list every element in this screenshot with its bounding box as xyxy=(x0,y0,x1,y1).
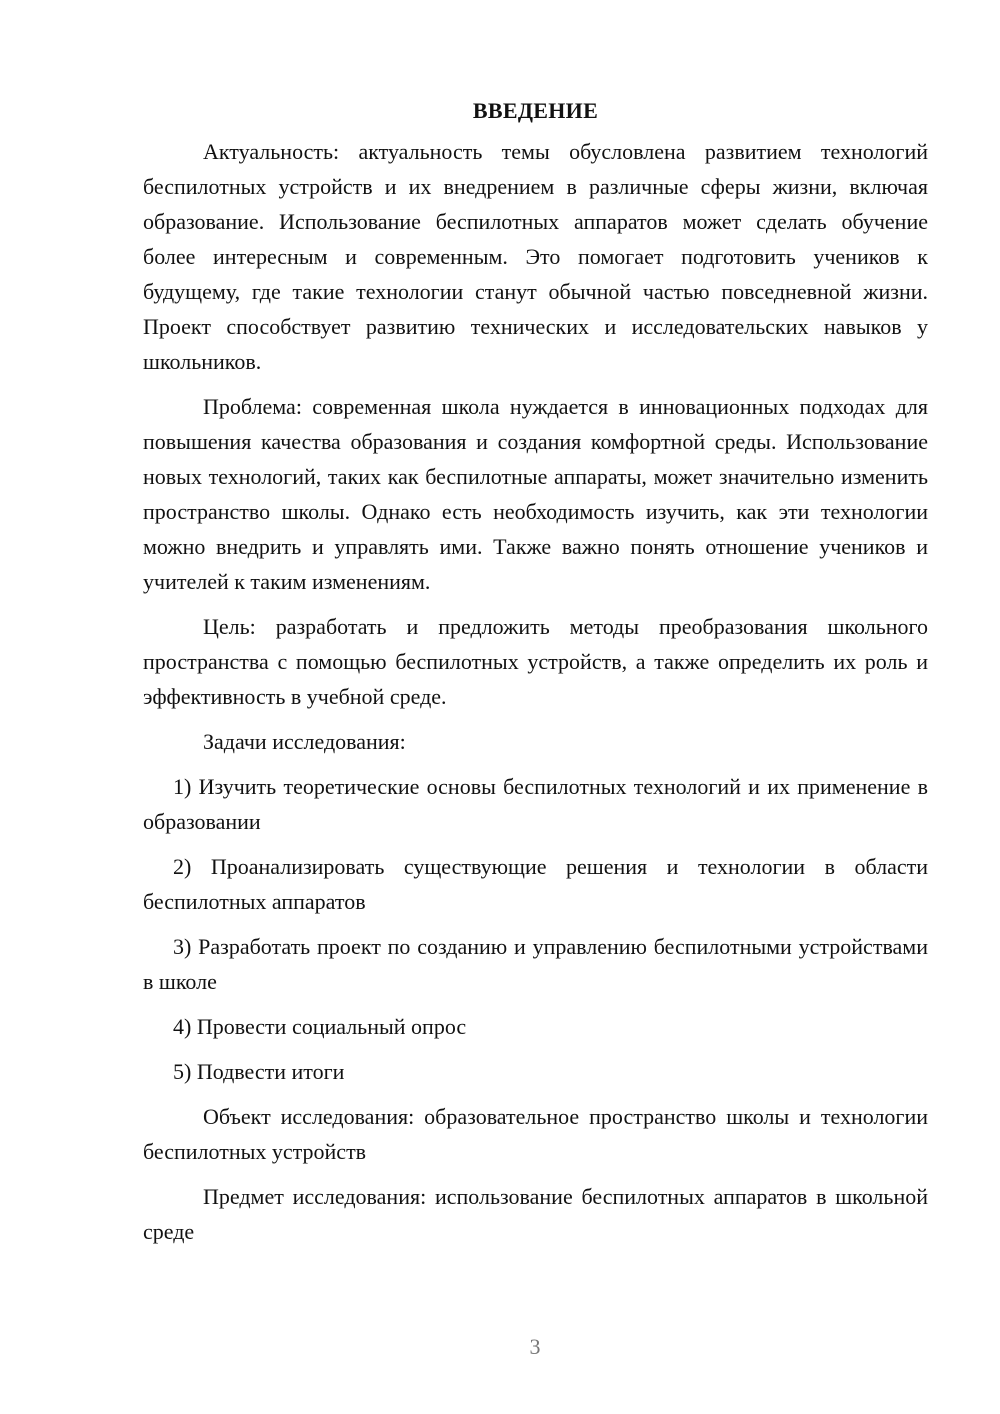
page-content xyxy=(143,96,928,1259)
subject-paragraph: Предмет исследования: использование беспилотных аппаратов в школьной среде xyxy=(143,1184,928,1244)
problem-paragraph: Проблема: современная школа нуждается в инновационных подходах для повышения качества образования и создания комфортной среды. Использование новых технологий, таких как беспилотные аппараты, может значительно изменить пространство школы. Однако есть необходимость изучить, как эти технологии можно внедрить и управлять ими. Также важно понять отношение учеников и учителей к таким изменениям. xyxy=(143,394,928,594)
task-item: 3) Разработать проект по созданию и управлению беспилотными устройствами в школе xyxy=(143,934,928,994)
relevance-paragraph: Актуальность: актуальность темы обусловлена развитием технологий беспилотных устройств и их внедрением в различные сферы жизни, включая образование. Использование беспилотных аппаратов может сделать обучение более интересным и современным. Это помогает подготовить учеников к будущему, где такие технологии станут обычной частью повседневной жизни. Проект способствует развитию технических и исследовательских навыков у школьников. xyxy=(143,139,928,374)
task-item: 1) Изучить теоретические основы беспилотных технологий и их применение в образовании xyxy=(143,774,928,834)
task-item: 2) Проанализировать существующие решения и технологии в области беспилотных аппаратов xyxy=(143,854,928,914)
task-item: 5) Подвести итоги xyxy=(173,1059,345,1084)
tasks-intro: Задачи исследования: xyxy=(203,729,406,754)
section-heading: ВВЕДЕНИЕ xyxy=(472,98,599,123)
page-number: 3 xyxy=(529,1334,541,1359)
object-paragraph: Объект исследования: образовательное пространство школы и технологии беспилотных устройств xyxy=(143,1104,928,1164)
goal-paragraph: Цель: разработать и предложить методы преобразования школьного пространства с помощью беспилотных устройств, а также определить их роль и эффективность в учебной среде. xyxy=(143,614,928,709)
task-item: 4) Провести социальный опрос xyxy=(173,1014,467,1039)
